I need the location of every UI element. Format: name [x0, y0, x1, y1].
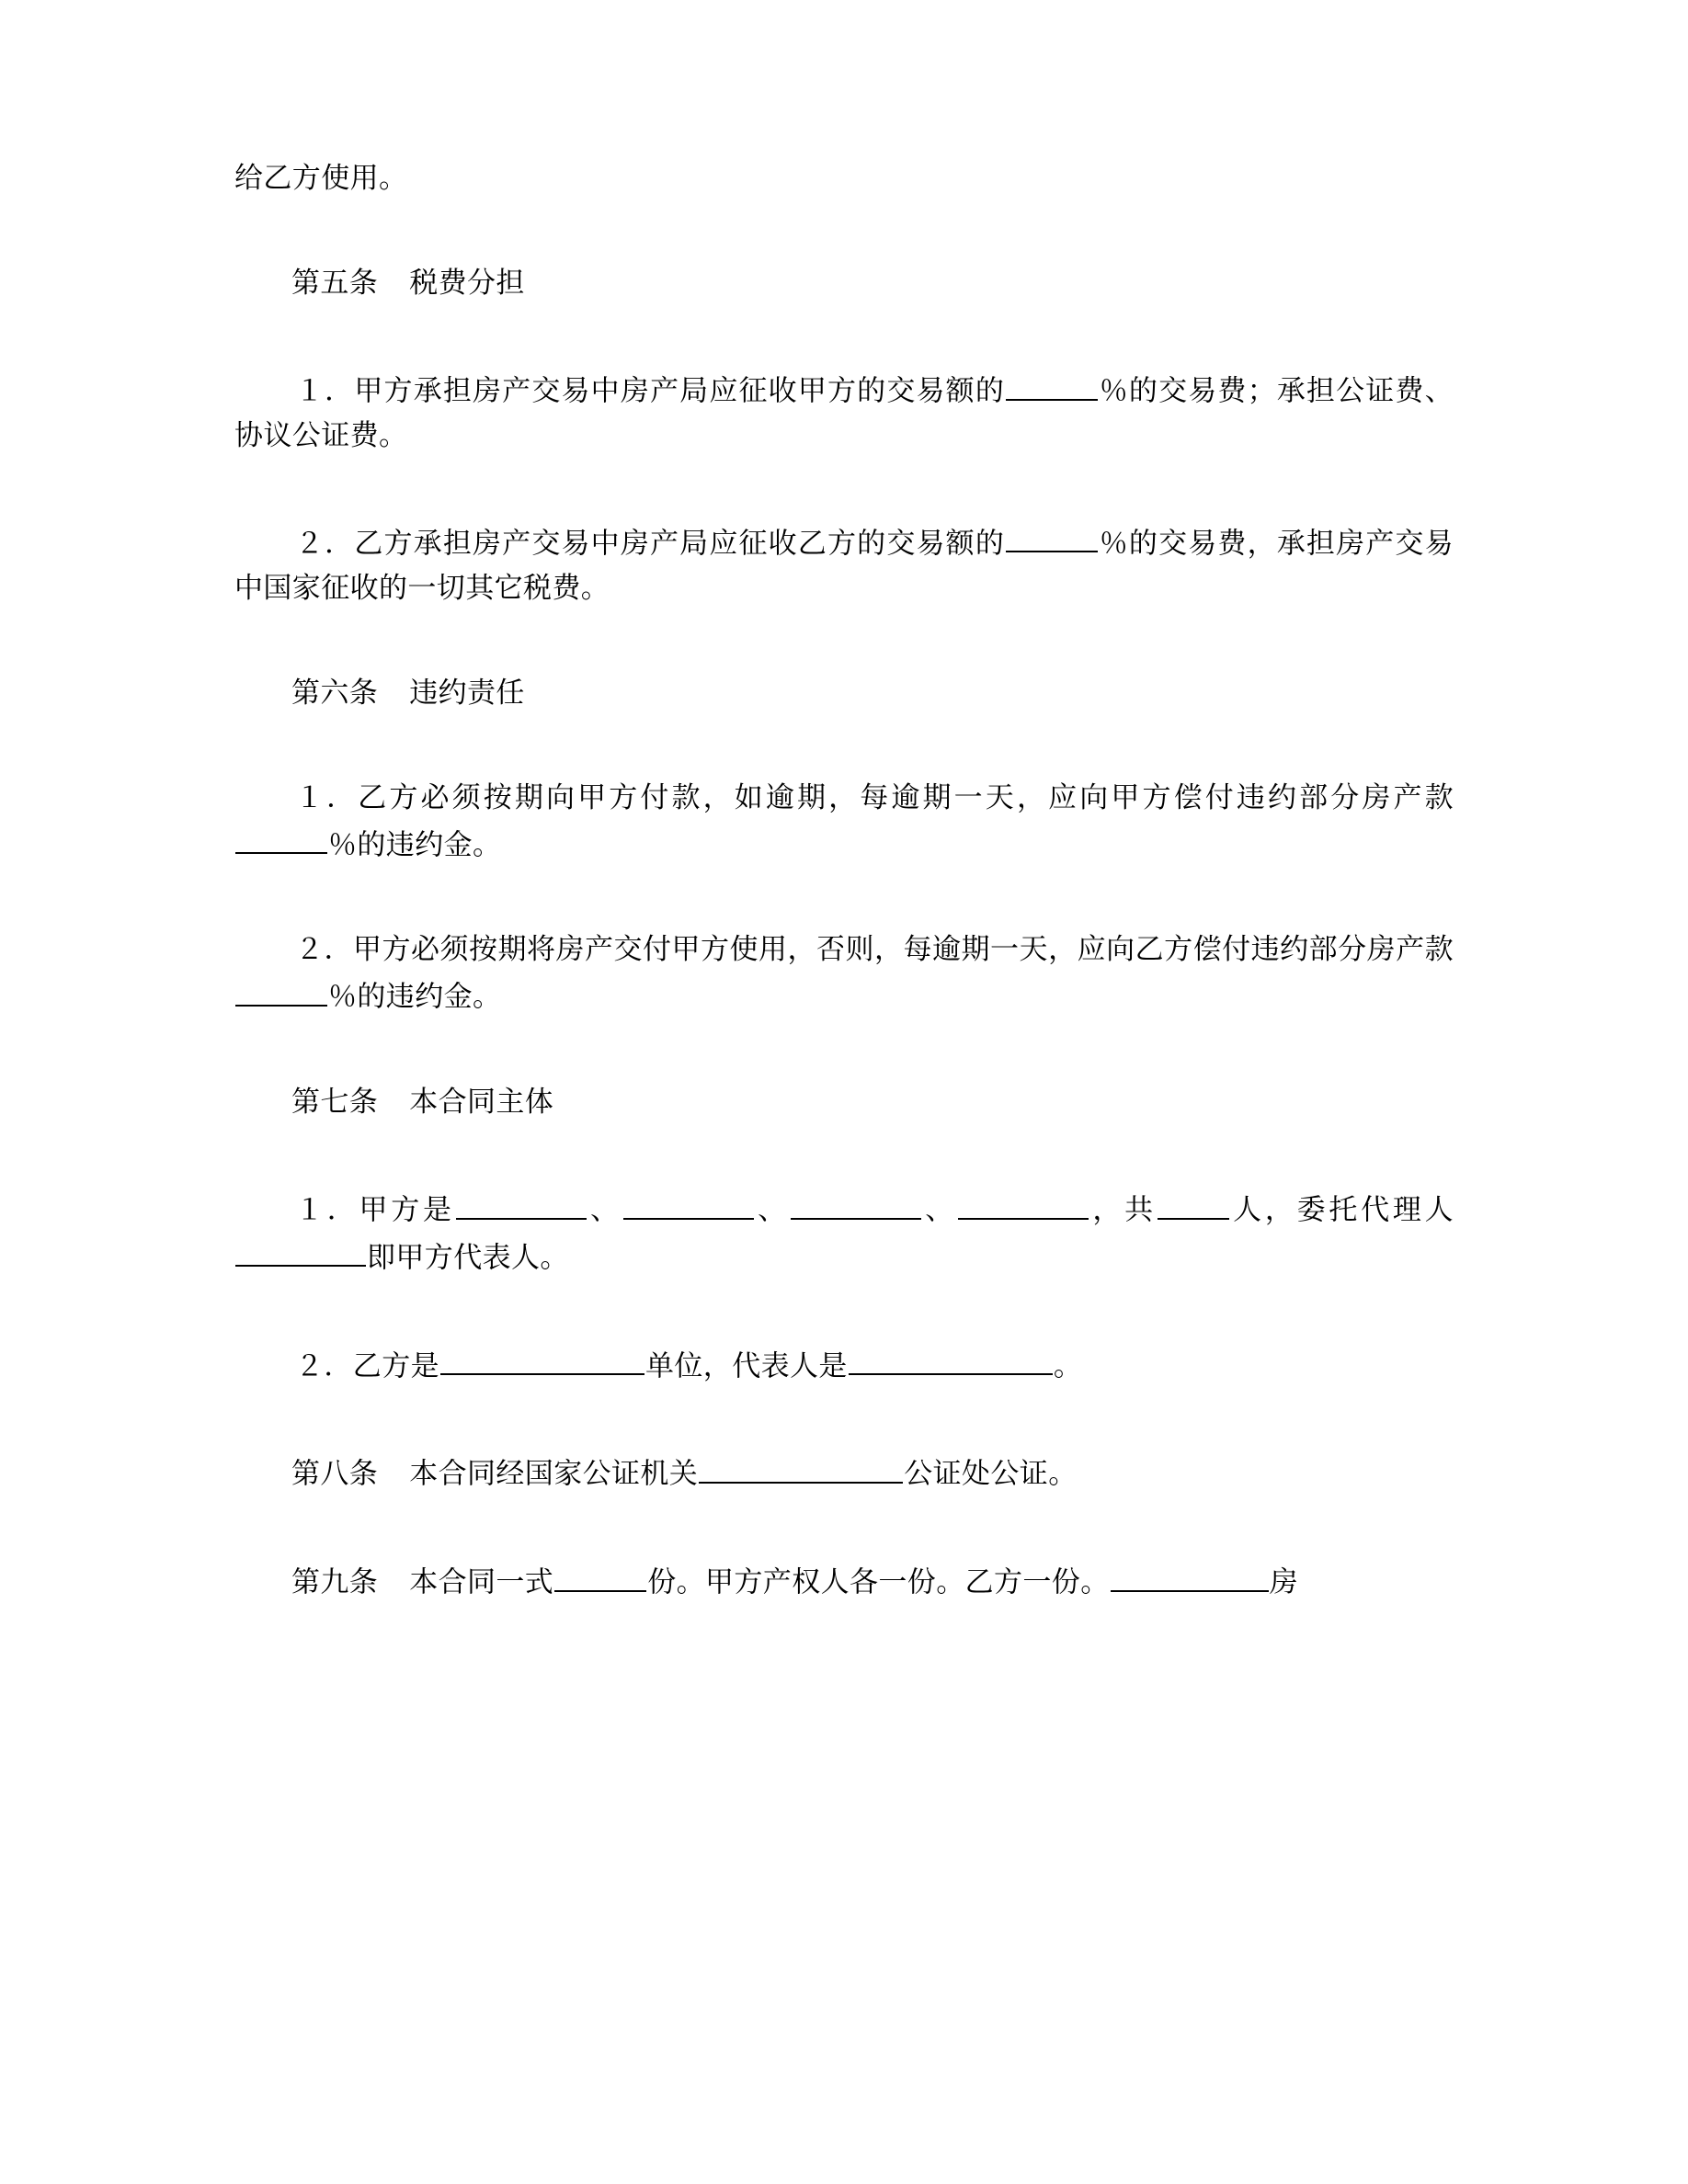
- heading-article-6: [234, 671, 1454, 715]
- text-run: ２．乙方承担房产交易中房产局应征收乙方的交易额的: [295, 527, 1005, 560]
- text-run: 违约责任: [409, 676, 525, 709]
- text-run: 本合同经国家公证机关: [409, 1457, 699, 1490]
- paragraph-continuation: [234, 156, 1454, 200]
- text-run: 第五条: [291, 267, 379, 300]
- text-run: 第六条: [291, 676, 379, 709]
- text-run: 第七条: [291, 1086, 379, 1119]
- text-run: 本合同一式: [409, 1565, 554, 1598]
- fill-in-blank[interactable]: [235, 820, 327, 855]
- text-run: ２．甲方必须按期将房产交付甲方使用，否则，每逾期一天，应向乙方偿付违约部分房产款: [295, 933, 1454, 966]
- text-run: ％的交易费，承担房产交易中国家征收的一切其它税费。: [234, 527, 1454, 604]
- fill-in-blank[interactable]: [791, 1185, 921, 1220]
- text-run: １．甲方是: [295, 1193, 455, 1226]
- text-run: ％的违约金。: [328, 828, 502, 861]
- fill-in-blank[interactable]: [699, 1449, 903, 1484]
- text-run: 单位，代表人是: [645, 1349, 848, 1382]
- paragraph-article-7-item-1: [234, 1185, 1454, 1280]
- text-run: ％的交易费；承担公证费、协议公证费。: [234, 374, 1454, 451]
- fill-in-blank[interactable]: [554, 1557, 646, 1592]
- paragraph-article-8: [234, 1449, 1454, 1496]
- text-run: ２．乙方是: [295, 1349, 439, 1382]
- text-run: 、: [754, 1193, 790, 1226]
- text-run: ，共: [1089, 1193, 1157, 1226]
- heading-article-7: [234, 1080, 1454, 1124]
- fill-in-blank[interactable]: [235, 972, 327, 1007]
- paragraph-article-7-item-2: [234, 1341, 1454, 1389]
- text-run: 人，委托代理人: [1229, 1193, 1454, 1226]
- fill-in-blank[interactable]: [440, 1341, 644, 1376]
- text-run: 、: [921, 1193, 957, 1226]
- text-run: 给乙方使用。: [234, 162, 408, 194]
- text-run: 税费分担: [409, 267, 525, 300]
- fill-in-blank[interactable]: [1111, 1557, 1269, 1592]
- paragraph-article-5-item-1: [234, 366, 1454, 458]
- text-run: 公证处公证。: [904, 1457, 1078, 1490]
- fill-in-blank[interactable]: [1006, 518, 1098, 553]
- fill-in-blank[interactable]: [1158, 1185, 1229, 1220]
- text-run: 本合同主体: [409, 1086, 554, 1119]
- paragraph-article-6-item-1: [234, 776, 1454, 868]
- fill-in-blank[interactable]: [235, 1233, 366, 1268]
- text-run: 即甲方代表人。: [367, 1241, 569, 1274]
- text-run: 第八条: [291, 1457, 379, 1490]
- text-run: 份。甲方产权人各一份。乙方一份。: [647, 1565, 1110, 1598]
- text-run: 、: [587, 1193, 622, 1226]
- text-run: １．甲方承担房产交易中房产局应征收甲方的交易额的: [295, 374, 1005, 407]
- fill-in-blank[interactable]: [456, 1185, 587, 1220]
- text-run: １．乙方必须按期向甲方付款，如逾期，每逾期一天，应向甲方偿付违约部分房产款: [295, 780, 1454, 813]
- fill-in-blank[interactable]: [958, 1185, 1089, 1220]
- text-run: 第九条: [291, 1565, 379, 1598]
- fill-in-blank[interactable]: [623, 1185, 754, 1220]
- paragraph-article-9: [234, 1557, 1454, 1605]
- fill-in-blank[interactable]: [849, 1341, 1053, 1376]
- paragraph-article-6-item-2: [234, 927, 1454, 1019]
- text-run: ％的违约金。: [328, 981, 502, 1014]
- fill-in-blank[interactable]: [1006, 366, 1098, 401]
- document-body: [234, 156, 1454, 1605]
- heading-article-5: [234, 261, 1454, 305]
- paragraph-article-5-item-2: [234, 518, 1454, 610]
- text-run: 房: [1269, 1565, 1299, 1598]
- text-run: 。: [1053, 1349, 1083, 1382]
